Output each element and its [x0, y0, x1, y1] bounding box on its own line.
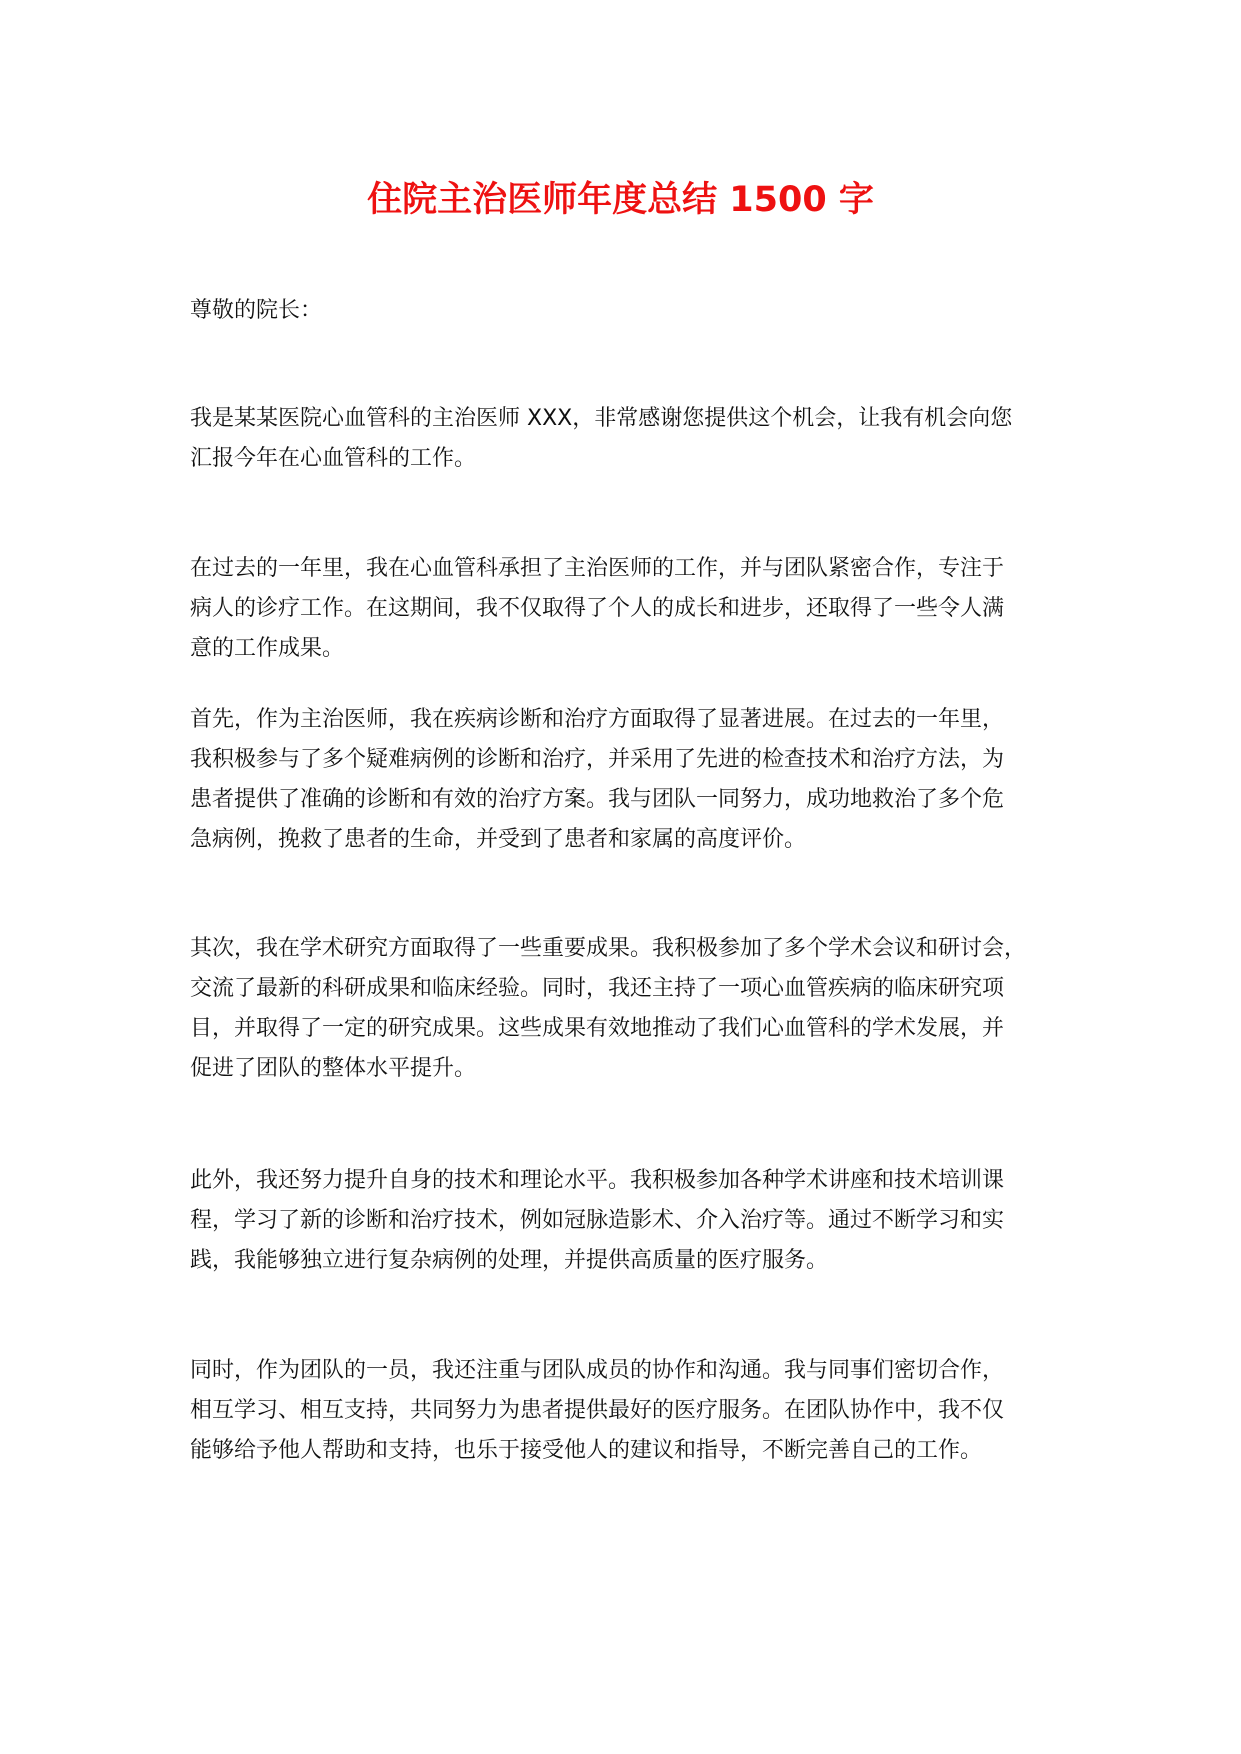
paragraph-line: 汇报今年在心血管科的工作。 [190, 446, 477, 471]
paragraph-1 [190, 399, 1090, 479]
salutation [190, 291, 1090, 331]
paragraph-2 [190, 549, 1090, 669]
paragraph-line: 交流了最新的科研成果和临床经验。同时，我还主持了一项心血管疾病的临床研究项 [190, 976, 1005, 1001]
paragraph-line: 在过去的一年里，我在心血管科承担了主治医师的工作，并与团队紧密合作，专注于 [190, 556, 1005, 581]
paragraph-line: 践，我能够独立进行复杂病例的处理，并提供高质量的医疗服务。 [190, 1248, 829, 1273]
paragraph-line: 意的工作成果。 [190, 636, 345, 661]
paragraph-3 [190, 700, 1090, 860]
salutation-line: 尊敬的院长： [190, 298, 323, 323]
paragraph-line: 目，并取得了一定的研究成果。这些成果有效地推动了我们心血管科的学术发展，并 [190, 1016, 1005, 1041]
paragraph-line: 病人的诊疗工作。在这期间，我不仅取得了个人的成长和进步，还取得了一些令人满 [190, 596, 1005, 621]
paragraph-line: 相互学习、相互支持，共同努力为患者提供最好的医疗服务。在团队协作中，我不仅 [190, 1398, 1005, 1423]
paragraph-line: 促进了团队的整体水平提升。 [190, 1056, 477, 1081]
paragraph-5 [190, 1161, 1090, 1281]
paragraph-line: 能够给予他人帮助和支持，也乐于接受他人的建议和指导，不断完善自己的工作。 [190, 1438, 983, 1463]
paragraph-line: 其次，我在学术研究方面取得了一些重要成果。我积极参加了多个学术会议和研讨会， [190, 936, 1027, 961]
paragraph-line: 同时，作为团队的一员，我还注重与团队成员的协作和沟通。我与同事们密切合作， [190, 1358, 1005, 1383]
paragraph-line: 急病例，挽救了患者的生命，并受到了患者和家属的高度评价。 [190, 827, 807, 852]
paragraph-6 [190, 1351, 1090, 1471]
paragraph-line: 首先，作为主治医师，我在疾病诊断和治疗方面取得了显著进展。在过去的一年里， [190, 707, 1005, 732]
paragraph-line: 我积极参与了多个疑难病例的诊断和治疗，并采用了先进的检查技术和治疗方法，为 [190, 747, 1005, 772]
paragraph-line: 此外，我还努力提升自身的技术和理论水平。我积极参加各种学术讲座和技术培训课 [190, 1168, 1005, 1193]
paragraph-4 [190, 929, 1090, 1089]
paragraph-line: 程，学习了新的诊断和治疗技术，例如冠脉造影术、介入治疗等。通过不断学习和实 [190, 1208, 1005, 1233]
paragraph-line: 患者提供了准确的诊断和有效的治疗方案。我与团队一同努力，成功地救治了多个危 [190, 787, 1005, 812]
paragraph-line: 我是某某医院心血管科的主治医师 XXX，非常感谢您提供这个机会，让我有机会向您 [190, 406, 1013, 431]
document-title: 住院主治医师年度总结 1500 字 [367, 180, 874, 220]
